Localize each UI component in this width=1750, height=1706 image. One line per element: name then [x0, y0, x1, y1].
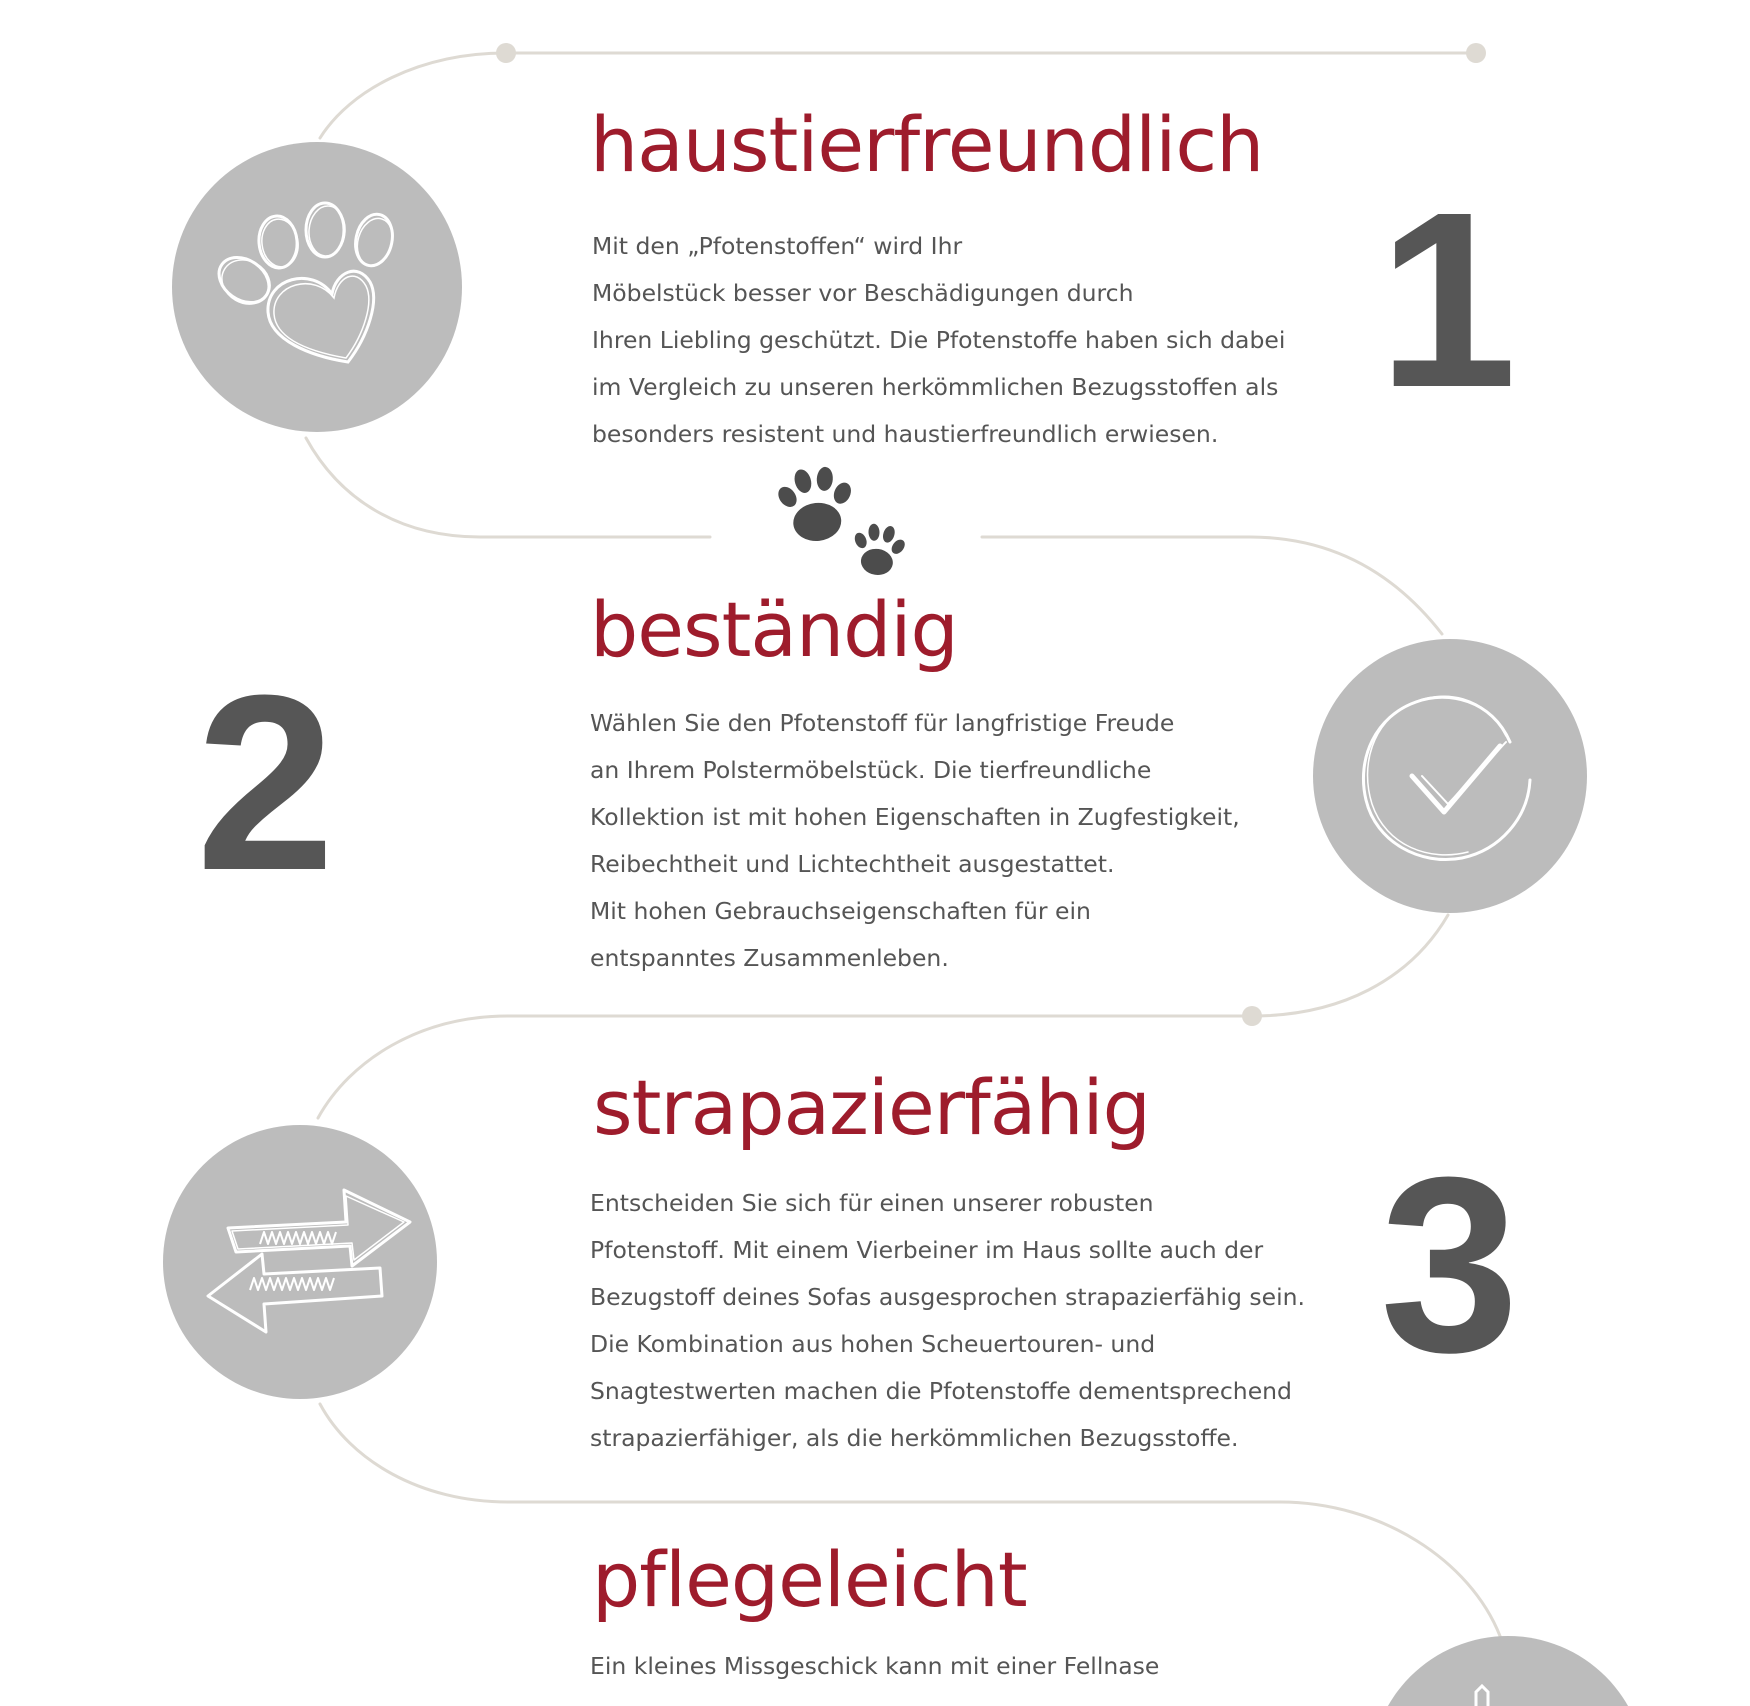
step4-line: Ein kleines Missgeschick kann mit einer Fellnase — [590, 1652, 1160, 1680]
step3-line: Pfotenstoff. Mit einem Vierbeiner im Haus sollte auch der — [590, 1236, 1264, 1264]
step3-line: strapazierfähiger, als die herkömmlichen Bezugsstoffe. — [590, 1424, 1239, 1452]
step2-line: an Ihrem Polstermöbelstück. Die tierfreundliche — [590, 756, 1152, 784]
step2-title: beständig — [590, 585, 958, 674]
step2-line: Reibechtheit und Lichtechtheit ausgestattet. — [590, 850, 1115, 878]
step1-line: Ihren Liebling geschützt. Die Pfotenstoffe haben sich dabei — [592, 326, 1286, 354]
step1-description — [592, 223, 1285, 458]
path-dot — [1242, 1006, 1262, 1026]
step2-line: Wählen Sie den Pfotenstoff für langfristige Freude — [590, 709, 1175, 737]
step1-number: 1 — [1378, 160, 1518, 439]
path-dot — [496, 43, 516, 63]
step4-icon-circle — [1370, 1636, 1646, 1706]
step1-line: Mit den „Pfotenstoffen“ wird Ihr — [592, 232, 963, 260]
step2-description — [590, 700, 1240, 982]
step2-number: 2 — [196, 643, 336, 922]
step3-icon-circle — [163, 1125, 437, 1399]
step1-line: im Vergleich zu unseren herkömmlichen Bezugsstoffen als — [592, 373, 1279, 401]
step2-line: Kollektion ist mit hohen Eigenschaften in Zugfestigkeit, — [590, 803, 1240, 831]
step2-line: Mit hohen Gebrauchseigenschaften für ein — [590, 897, 1091, 925]
step3-line: Snagtestwerten machen die Pfotenstoffe dementsprechend — [590, 1377, 1292, 1405]
step4-title: pflegeleicht — [592, 1535, 1027, 1624]
step2-line: entspanntes Zusammenleben. — [590, 944, 949, 972]
step3-number: 3 — [1380, 1125, 1520, 1404]
step3-line: Bezugstoff deines Sofas ausgesprochen strapazierfähig sein. — [590, 1283, 1306, 1311]
step2-icon-circle — [1313, 639, 1587, 913]
paw-prints-icon — [772, 463, 909, 579]
step3-title: strapazierfähig — [593, 1063, 1150, 1152]
step3-line: Entscheiden Sie sich für einen unserer robusten — [590, 1189, 1154, 1217]
step1-line: besonders resistent und haustierfreundlich erwiesen. — [592, 420, 1219, 448]
path-dot — [1466, 43, 1486, 63]
step3-description — [590, 1180, 1305, 1462]
step3-line: Die Kombination aus hohen Scheuertouren- und — [590, 1330, 1156, 1358]
step4-description — [590, 1643, 1159, 1690]
step1-icon-circle — [172, 142, 462, 432]
step1-line: Möbelstück besser vor Beschädigungen durch — [592, 279, 1134, 307]
step1-title: haustierfreundlich — [590, 100, 1264, 189]
